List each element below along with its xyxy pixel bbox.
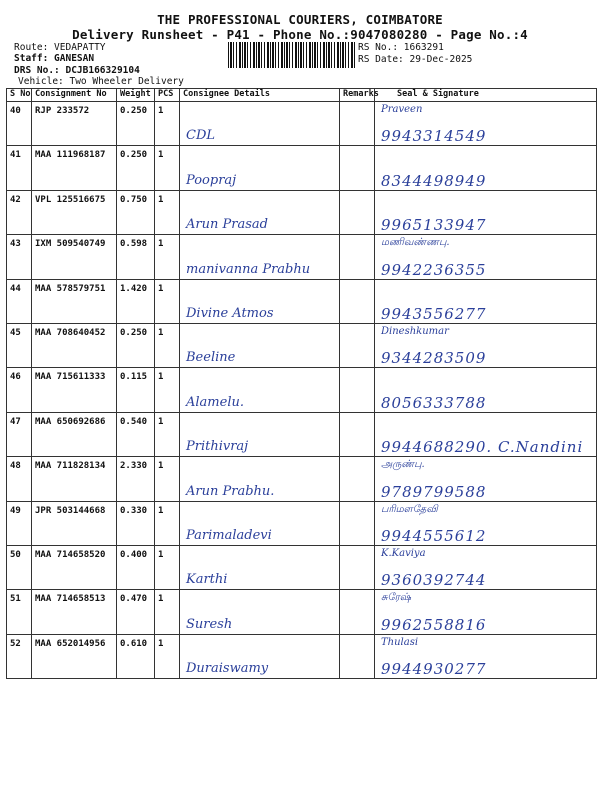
- weight-cell: 2.330: [117, 457, 155, 501]
- consignee-name-handwritten: Poopraj: [186, 172, 237, 188]
- seal-signature-cell: [375, 323, 597, 367]
- pieces-cell: 1: [155, 634, 180, 678]
- weight-cell: 0.470: [117, 590, 155, 634]
- remarks-cell: [340, 412, 375, 456]
- weight-cell: 0.400: [117, 545, 155, 589]
- serial-number-cell: 42: [7, 190, 32, 234]
- consignee-details-cell: [180, 590, 340, 634]
- table-header-row: [7, 89, 597, 102]
- serial-number-cell: 50: [7, 545, 32, 589]
- consignee-name-handwritten: Beeline: [186, 350, 236, 366]
- consignee-details-cell: [180, 412, 340, 456]
- phone-handwritten: 9360392744: [381, 571, 487, 590]
- table-row: [7, 412, 597, 456]
- consignee-name-handwritten: Duraiswamy: [186, 661, 269, 677]
- consignee-details-cell: [180, 102, 340, 146]
- phone-handwritten: 9943556277: [381, 304, 487, 323]
- col-header-sno: S No: [7, 89, 32, 102]
- consignment-number-cell: RJP 233572: [32, 102, 117, 146]
- runsheet-table: [6, 88, 597, 679]
- runsheet-subtitle: Delivery Runsheet - P41 - Phone No.:9047080280 - Page No.:4: [72, 27, 528, 42]
- remarks-cell: [340, 501, 375, 545]
- signature-handwritten: சுரேஷ்: [381, 592, 411, 604]
- seal-signature-cell: [375, 102, 597, 146]
- weight-cell: 0.115: [117, 368, 155, 412]
- serial-number-cell: 46: [7, 368, 32, 412]
- consignee-name-handwritten: Parimaladevi: [186, 527, 272, 543]
- phone-handwritten: 9944930277: [381, 660, 487, 679]
- phone-handwritten: 9965133947: [381, 216, 487, 235]
- weight-cell: 0.250: [117, 323, 155, 367]
- table-row: [7, 235, 597, 279]
- pieces-cell: 1: [155, 323, 180, 367]
- pieces-cell: 1: [155, 102, 180, 146]
- consignment-number-cell: VPL 125516675: [32, 190, 117, 234]
- table-row: [7, 190, 597, 234]
- seal-signature-cell: [375, 634, 597, 678]
- consignee-details-cell: [180, 190, 340, 234]
- consignee-details-cell: [180, 323, 340, 367]
- consignment-number-cell: MAA 578579751: [32, 279, 117, 323]
- consignee-name-handwritten: Prithivraj: [186, 439, 249, 455]
- signature-handwritten: Praveen: [381, 104, 423, 115]
- signature-handwritten: மணிவண்ணபு.: [381, 237, 450, 249]
- consignment-number-cell: MAA 652014956: [32, 634, 117, 678]
- weight-cell: 0.330: [117, 501, 155, 545]
- pieces-cell: 1: [155, 590, 180, 634]
- phone-handwritten: 9789799588: [381, 482, 487, 501]
- table-row: [7, 457, 597, 501]
- phone-handwritten: 8056333788: [381, 393, 487, 412]
- serial-number-cell: 52: [7, 634, 32, 678]
- table-row: [7, 590, 597, 634]
- phone-handwritten: 9944688290. C.Nandini: [381, 438, 584, 457]
- consignee-details-cell: [180, 235, 340, 279]
- consignment-number-cell: MAA 708640452: [32, 323, 117, 367]
- remarks-cell: [340, 545, 375, 589]
- company-title: THE PROFESSIONAL COURIERS, COIMBATORE: [157, 12, 443, 27]
- pieces-cell: 1: [155, 368, 180, 412]
- seal-signature-cell: [375, 412, 597, 456]
- vehicle-label: Vehicle: Two Wheeler Delivery: [18, 76, 184, 87]
- consignee-details-cell: [180, 634, 340, 678]
- serial-number-cell: 40: [7, 102, 32, 146]
- seal-signature-cell: [375, 590, 597, 634]
- consignee-details-cell: [180, 501, 340, 545]
- weight-cell: 0.750: [117, 190, 155, 234]
- weight-cell: 0.598: [117, 235, 155, 279]
- remarks-cell: [340, 235, 375, 279]
- consignee-details-cell: [180, 146, 340, 190]
- table-row: [7, 368, 597, 412]
- remarks-cell: [340, 323, 375, 367]
- signature-handwritten: பரிமளதேவி: [381, 503, 438, 515]
- remarks-cell: [340, 102, 375, 146]
- table-row: [7, 634, 597, 678]
- consignment-number-cell: MAA 650692686: [32, 412, 117, 456]
- remarks-cell: [340, 590, 375, 634]
- phone-handwritten: 9344283509: [381, 349, 487, 368]
- consignment-number-cell: MAA 714658513: [32, 590, 117, 634]
- serial-number-cell: 45: [7, 323, 32, 367]
- barcode-image: [228, 42, 356, 68]
- pieces-cell: 1: [155, 146, 180, 190]
- weight-cell: 0.250: [117, 146, 155, 190]
- remarks-cell: [340, 279, 375, 323]
- phone-handwritten: 9942236355: [381, 260, 487, 279]
- consignee-name-handwritten: Divine Atmos: [186, 305, 274, 321]
- table-row: [7, 279, 597, 323]
- consignee-details-cell: [180, 457, 340, 501]
- table-row: [7, 146, 597, 190]
- serial-number-cell: 43: [7, 235, 32, 279]
- remarks-cell: [340, 190, 375, 234]
- serial-number-cell: 41: [7, 146, 32, 190]
- col-header-signature: Seal & Signature: [375, 89, 597, 102]
- seal-signature-cell: [375, 190, 597, 234]
- phone-handwritten: 9944555612: [381, 526, 487, 545]
- consignment-number-cell: IXM 509540749: [32, 235, 117, 279]
- col-header-consignee: Consignee Details: [180, 89, 340, 102]
- consignee-details-cell: [180, 279, 340, 323]
- remarks-cell: [340, 457, 375, 501]
- signature-handwritten: K.Kaviya: [381, 547, 426, 559]
- weight-cell: 0.540: [117, 412, 155, 456]
- consignment-number-cell: MAA 714658520: [32, 545, 117, 589]
- signature-handwritten: அருண்பு.: [381, 459, 425, 471]
- phone-handwritten: 8344498949: [381, 171, 487, 190]
- table-row: [7, 102, 597, 146]
- consignee-details-cell: [180, 368, 340, 412]
- consignee-name-handwritten: CDL: [186, 128, 216, 144]
- col-header-weight: Weight: [117, 89, 155, 102]
- remarks-cell: [340, 146, 375, 190]
- pieces-cell: 1: [155, 235, 180, 279]
- seal-signature-cell: [375, 545, 597, 589]
- serial-number-cell: 44: [7, 279, 32, 323]
- pieces-cell: 1: [155, 457, 180, 501]
- consignment-number-cell: MAA 711828134: [32, 457, 117, 501]
- table-row: [7, 323, 597, 367]
- weight-cell: 1.420: [117, 279, 155, 323]
- col-header-pcs: PCS: [155, 89, 180, 102]
- signature-handwritten: Dineshkumar: [381, 325, 449, 337]
- pieces-cell: 1: [155, 190, 180, 234]
- rs-number: RS No.: 1663291: [358, 42, 444, 53]
- drs-label: DRS No.: DCJB166329104: [14, 65, 140, 76]
- consignee-name-handwritten: Arun Prabhu.: [186, 483, 275, 499]
- signature-handwritten: Thulasi: [381, 636, 419, 648]
- phone-handwritten: 9962558816: [381, 615, 487, 634]
- consignee-name-handwritten: Suresh: [186, 616, 233, 632]
- staff-label: Staff: GANESAN: [14, 53, 95, 64]
- pieces-cell: 1: [155, 545, 180, 589]
- route-label: Route: VEDAPATTY: [14, 42, 106, 53]
- serial-number-cell: 49: [7, 501, 32, 545]
- weight-cell: 0.250: [117, 102, 155, 146]
- consignment-number-cell: JPR 503144668: [32, 501, 117, 545]
- weight-cell: 0.610: [117, 634, 155, 678]
- seal-signature-cell: [375, 368, 597, 412]
- consignee-name-handwritten: Arun Prasad: [186, 217, 268, 233]
- pieces-cell: 1: [155, 412, 180, 456]
- seal-signature-cell: [375, 279, 597, 323]
- pieces-cell: 1: [155, 279, 180, 323]
- table-row: [7, 501, 597, 545]
- consignment-number-cell: MAA 111968187: [32, 146, 117, 190]
- consignee-name-handwritten: Karthi: [186, 572, 228, 588]
- remarks-cell: [340, 368, 375, 412]
- consignee-name-handwritten: manivanna Prabhu: [186, 261, 311, 277]
- table-row: [7, 545, 597, 589]
- phone-handwritten: 9943314549: [381, 127, 487, 146]
- serial-number-cell: 48: [7, 457, 32, 501]
- consignment-number-cell: MAA 715611333: [32, 368, 117, 412]
- col-header-consignment: Consignment No: [32, 89, 117, 102]
- consignee-name-handwritten: Alamelu.: [186, 394, 244, 410]
- consignee-details-cell: [180, 545, 340, 589]
- seal-signature-cell: [375, 146, 597, 190]
- col-header-remarks: Remarks: [340, 89, 375, 102]
- serial-number-cell: 51: [7, 590, 32, 634]
- remarks-cell: [340, 634, 375, 678]
- pieces-cell: 1: [155, 501, 180, 545]
- rs-date: RS Date: 29-Dec-2025: [358, 54, 473, 65]
- serial-number-cell: 47: [7, 412, 32, 456]
- seal-signature-cell: [375, 235, 597, 279]
- seal-signature-cell: [375, 457, 597, 501]
- seal-signature-cell: [375, 501, 597, 545]
